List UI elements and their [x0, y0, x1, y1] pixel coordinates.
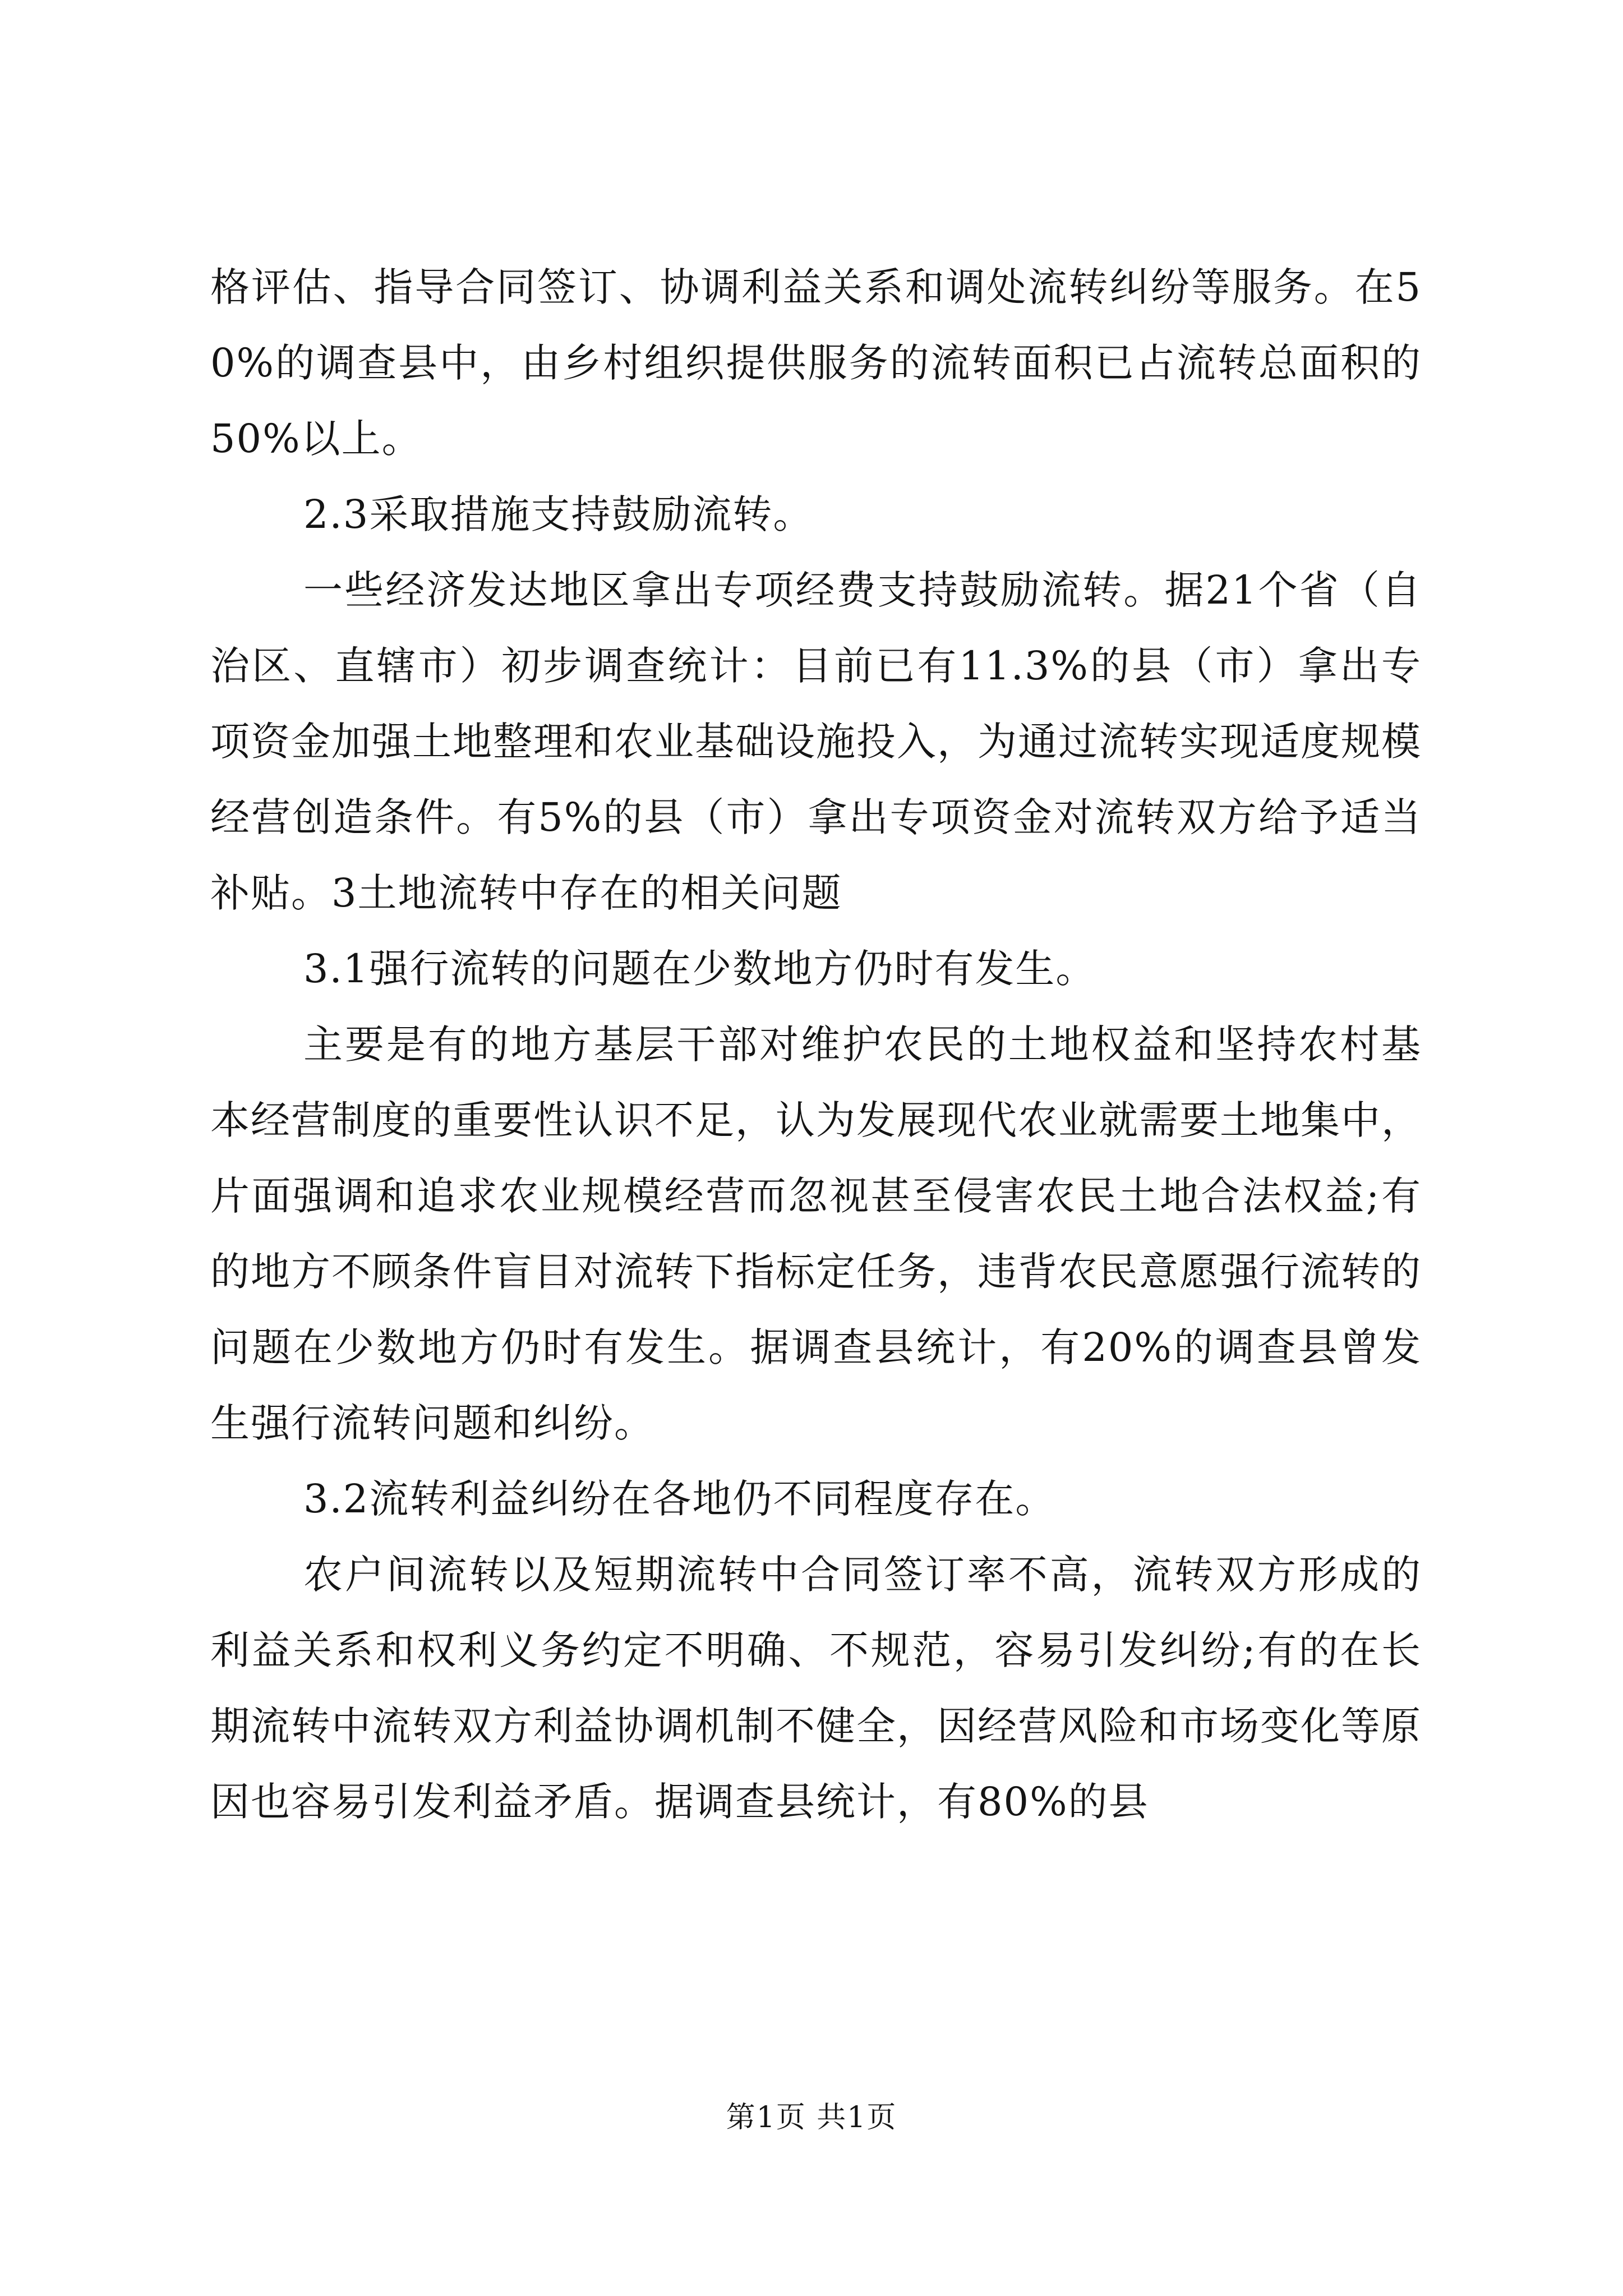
- document-body: [210, 250, 1422, 1840]
- section-heading-2-3: 2.3采取措施支持鼓励流转。: [303, 491, 814, 537]
- section-heading-3-2: 3.2流转利益纠纷在各地仍不同程度存在。: [303, 1476, 1056, 1522]
- page-footer: 第1页 共1页: [726, 2101, 897, 2134]
- body-paragraph-4: 农户间流转以及短期流转中合同签订率不高，流转双方形成的利益关系和权利义务约定不明确、不规范，容易引发纠纷;有的在长期流转中流转双方利益协调机制不健全，因经营风险和市场变化等原因也容易引发利益矛盾。据调查县统计，有80%的县: [210, 1552, 1422, 1825]
- section-heading-3-1: 3.1强行流转的问题在少数地方仍时有发生。: [303, 946, 1096, 992]
- body-paragraph-2: 一些经济发达地区拿出专项经费支持鼓励流转。据21个省（自治区、直辖市）初步调查统计：目前已有11.3%的县（市）拿出专项资金加强土地整理和农业基础设施投入，为通过流转实现适度规模经营创造条件。有5%的县（市）拿出专项资金对流转双方给予适当补贴。3土地流转中存在的相关问题: [210, 567, 1422, 916]
- body-paragraph-1: 格评估、指导合同签订、协调利益关系和调处流转纠纷等服务。在50%的调查县中，由乡村组织提供服务的流转面积已占流转总面积的50%以上。: [210, 264, 1422, 462]
- body-paragraph-3: 主要是有的地方基层干部对维护农民的土地权益和坚持农村基本经营制度的重要性认识不足，认为发展现代农业就需要土地集中，片面强调和追求农业规模经营而忽视甚至侵害农民土地合法权益;有的地方不顾条件盲目对流转下指标定任务，违背农民意愿强行流转的问题在少数地方仍时有发生。据调查县统计，有20%的调查县曾发生强行流转问题和纠纷。: [210, 1022, 1422, 1446]
